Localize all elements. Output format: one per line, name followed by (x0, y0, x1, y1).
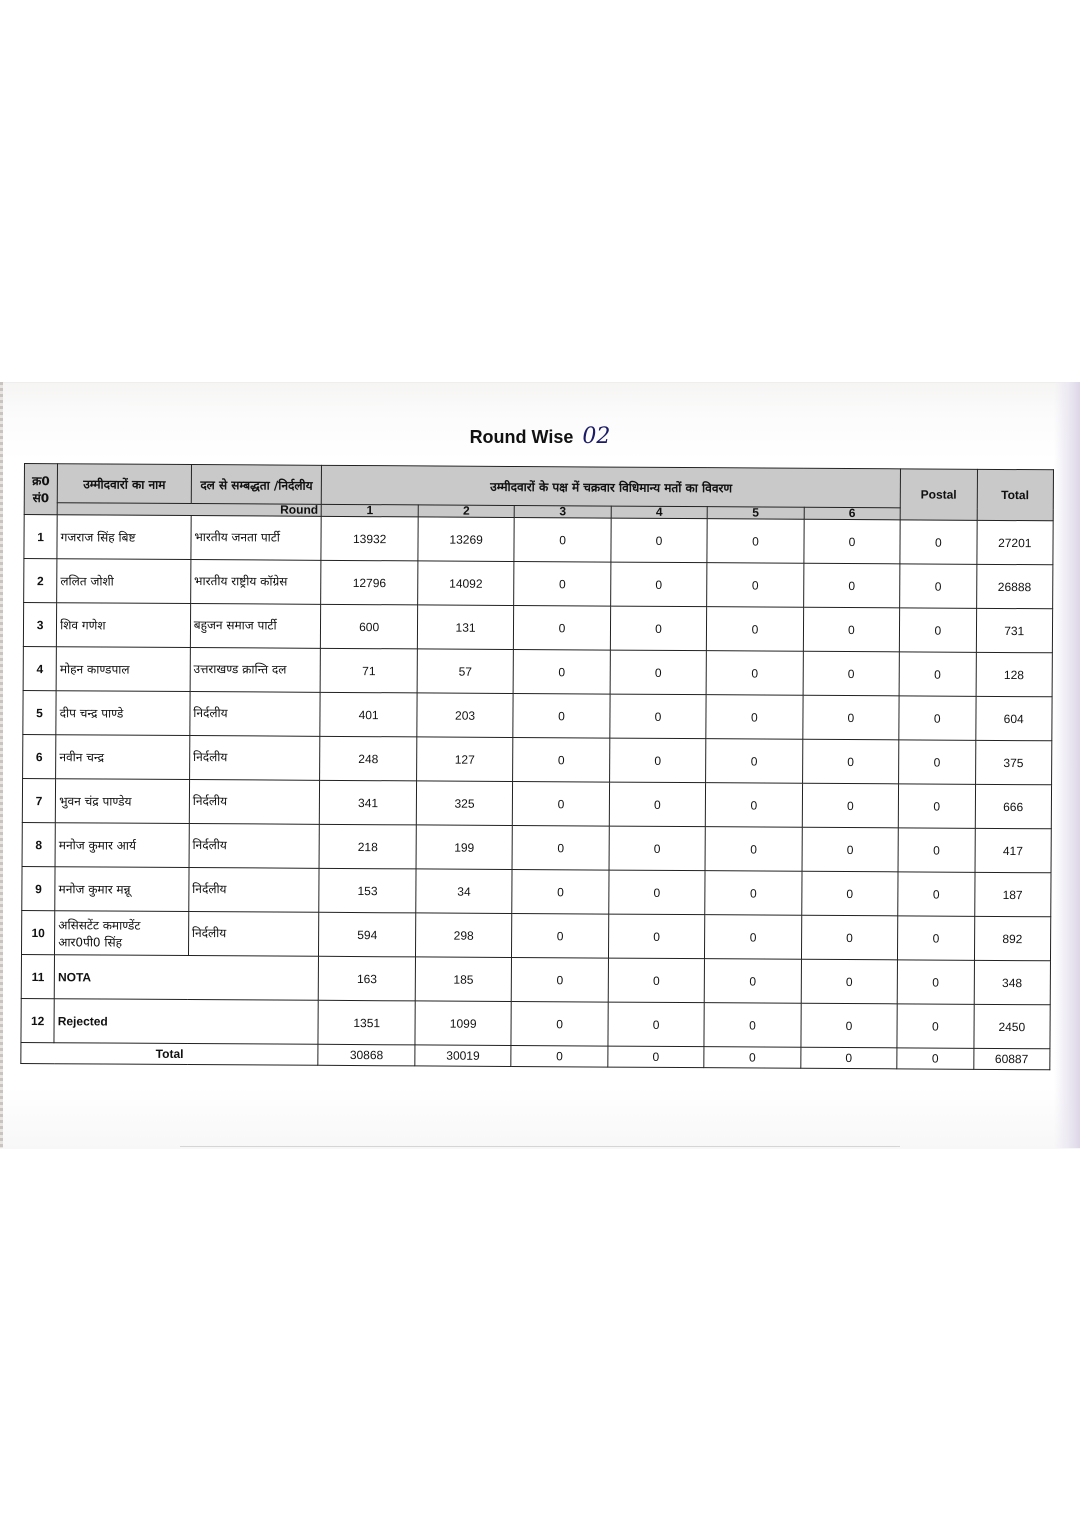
round-4-votes: 0 (609, 870, 706, 915)
special-row-label: Rejected (54, 999, 319, 1045)
round-4-votes: 0 (610, 606, 707, 651)
table-row (22, 778, 1051, 828)
round-3-votes: 0 (513, 649, 610, 694)
table-row (22, 822, 1051, 872)
round-5-total: 0 (704, 1047, 801, 1069)
round-5-votes: 0 (706, 739, 803, 784)
header-postal: Postal (900, 469, 977, 520)
total-votes: 27201 (976, 520, 1053, 564)
serial-number: 2 (24, 559, 57, 603)
round-4-votes: 0 (609, 738, 706, 783)
total-votes: 2450 (973, 1004, 1050, 1048)
round-5-votes: 0 (707, 563, 804, 608)
round-2-votes: 203 (417, 693, 514, 738)
round-1-votes: 594 (319, 912, 416, 957)
round-6-total: 0 (801, 1047, 898, 1069)
round-4-votes: 0 (610, 562, 707, 607)
postal-votes: 0 (900, 564, 977, 608)
round-6-votes: 0 (801, 959, 898, 1004)
round-4-votes: 0 (608, 958, 705, 1003)
round-2-votes: 34 (416, 869, 513, 914)
round-6-votes: 0 (803, 651, 900, 696)
round-6-votes: 0 (803, 563, 900, 608)
round-3-votes: 0 (513, 781, 610, 826)
round-3-votes: 0 (514, 517, 611, 562)
candidate-name: गजराज सिंह बिष्ट (57, 515, 191, 560)
scan-edge-left (0, 382, 3, 1148)
round-2-votes: 1099 (415, 1001, 512, 1046)
candidate-name: शिव गणेश (57, 603, 191, 648)
serial-number: 3 (23, 603, 56, 647)
round-5-votes: 0 (707, 519, 804, 564)
round-6-votes: 0 (801, 1003, 898, 1048)
total-votes: 892 (974, 916, 1051, 960)
round-4-votes: 0 (609, 782, 706, 827)
party-name: निर्दलीय (188, 912, 319, 957)
title-text: Round Wise (469, 427, 574, 447)
round-4-votes: 0 (610, 694, 707, 739)
party-name: भारतीय राष्ट्रीय कॉग्रेस (190, 560, 321, 605)
serial-number: 4 (23, 646, 56, 690)
postal-votes: 0 (897, 1004, 974, 1048)
table-row (24, 515, 1053, 565)
round-6-votes: 0 (803, 695, 900, 740)
party-name: निर्दलीय (189, 780, 320, 825)
round-5-votes: 0 (706, 651, 803, 696)
total-votes: 348 (974, 960, 1051, 1004)
round-4-total: 0 (608, 1046, 705, 1068)
table-row (23, 690, 1052, 740)
round-2-votes: 127 (416, 737, 513, 782)
header-sno: क्र0 सं0 (24, 464, 57, 515)
header-round-label: Round (57, 503, 321, 517)
header-round-4: 4 (611, 506, 708, 519)
party-name: भारतीय जनता पार्टी (191, 516, 322, 561)
round-6-votes: 0 (802, 783, 899, 828)
serial-number: 1 (24, 515, 57, 559)
serial-number: 6 (23, 734, 56, 778)
candidate-name: मोहन काण्डपाल (56, 647, 190, 692)
header-round-6: 6 (804, 507, 901, 520)
header-party: दल से सम्बद्धता /निर्दलीय (191, 465, 322, 505)
party-name: निर्दलीय (189, 736, 320, 781)
round-1-votes: 600 (321, 604, 418, 649)
total-votes: 26888 (976, 564, 1053, 608)
round-6-votes: 0 (802, 827, 899, 872)
page-title (0, 424, 1080, 449)
round-6-votes: 0 (801, 915, 898, 960)
handwritten-round-number: 02 (582, 424, 611, 449)
results-table (20, 463, 1054, 1070)
round-5-votes: 0 (706, 695, 803, 740)
round-2-votes: 199 (416, 825, 513, 870)
table-row (22, 866, 1051, 916)
table-row (23, 646, 1052, 696)
round-1-votes: 218 (319, 824, 416, 869)
round-4-votes: 0 (610, 650, 707, 695)
table-row (23, 734, 1052, 784)
total-votes: 375 (975, 740, 1052, 784)
serial-number: 9 (22, 866, 55, 910)
round-2-votes: 185 (415, 957, 512, 1002)
round-4-votes: 0 (609, 826, 706, 871)
round-5-votes: 0 (705, 827, 802, 872)
round-2-votes: 325 (416, 781, 513, 826)
total-votes: 417 (975, 828, 1052, 872)
scan-bottom-edge (180, 1146, 900, 1147)
round-3-votes: 0 (512, 913, 609, 958)
round-4-votes: 0 (608, 1002, 705, 1047)
candidate-name: ललित जोशी (57, 559, 191, 604)
serial-number: 5 (23, 690, 56, 734)
header-round-3: 3 (515, 505, 612, 518)
postal-votes: 0 (900, 608, 977, 652)
candidate-name: असिसटेंट कमाण्डेंट आर0पी0 सिंह (55, 911, 189, 956)
round-3-votes: 0 (512, 869, 609, 914)
postal-votes: 0 (899, 696, 976, 740)
round-6-votes: 0 (802, 739, 899, 784)
total-votes: 731 (976, 608, 1053, 652)
header-row (24, 464, 1053, 509)
round-1-votes: 248 (320, 736, 417, 781)
round-3-votes: 0 (512, 825, 609, 870)
special-row-label: NOTA (54, 955, 319, 1001)
party-name: निर्दलीय (189, 868, 320, 913)
round-5-votes: 0 (704, 959, 801, 1004)
round-6-votes: 0 (803, 607, 900, 652)
header-rounds-group: उम्मीदवारों के पक्ष में चक्रवार विधिमान्य मतों का विवरण (322, 465, 901, 508)
round-6-votes: 0 (801, 871, 898, 916)
round-1-total: 30868 (318, 1044, 415, 1066)
round-2-votes: 57 (417, 649, 514, 694)
postal-votes: 0 (900, 520, 977, 564)
party-name: उत्तराखण्ड क्रान्ति दल (190, 648, 321, 693)
party-name: निर्दलीय (189, 824, 320, 869)
postal-votes: 0 (899, 652, 976, 696)
round-1-votes: 71 (321, 648, 418, 693)
serial-number: 11 (21, 954, 54, 998)
round-5-votes: 0 (706, 783, 803, 828)
postal-votes: 0 (898, 828, 975, 872)
round-3-votes: 0 (512, 957, 609, 1002)
table-row (21, 954, 1050, 1004)
round-1-votes: 12796 (321, 560, 418, 605)
candidate-name: मनोज कुमार मन्नू (55, 867, 189, 912)
serial-number: 10 (21, 910, 54, 954)
round-2-votes: 14092 (418, 561, 515, 606)
scan-edge-right (1054, 382, 1080, 1148)
round-5-votes: 0 (705, 871, 802, 916)
table-row (21, 998, 1050, 1048)
round-2-votes: 298 (415, 913, 512, 958)
round-3-votes: 0 (513, 693, 610, 738)
round-1-votes: 401 (320, 692, 417, 737)
postal-total: 0 (897, 1048, 973, 1069)
table-row (21, 910, 1050, 960)
round-4-votes: 0 (611, 518, 708, 563)
header-total: Total (977, 469, 1054, 520)
round-5-votes: 0 (707, 607, 804, 652)
header-round-5: 5 (707, 507, 804, 520)
round-2-total: 30019 (415, 1045, 512, 1067)
round-4-votes: 0 (608, 914, 705, 959)
header-candidate: उम्मीदवारों का नाम (57, 464, 191, 504)
serial-number: 7 (22, 778, 55, 822)
candidate-name: दीप चन्द्र पाण्डे (56, 691, 190, 736)
round-3-votes: 0 (514, 605, 611, 650)
postal-votes: 0 (897, 960, 974, 1004)
table-row (23, 603, 1052, 653)
party-name: बहुजन समाज पार्टी (190, 604, 321, 649)
round-3-total: 0 (511, 1045, 608, 1067)
round-2-votes: 13269 (418, 517, 515, 562)
candidate-name: मनोज कुमार आर्य (55, 823, 189, 868)
round-1-votes: 13932 (321, 516, 418, 561)
total-label: Total (21, 1042, 319, 1065)
round-2-votes: 131 (417, 605, 514, 650)
round-5-votes: 0 (704, 1003, 801, 1048)
total-votes: 666 (975, 784, 1052, 828)
table-row (24, 559, 1053, 609)
postal-votes: 0 (898, 916, 975, 960)
candidate-name: नवीन चन्द्र (56, 735, 190, 780)
round-1-votes: 341 (320, 780, 417, 825)
round-3-votes: 0 (513, 737, 610, 782)
round-1-votes: 1351 (318, 1000, 415, 1045)
table-body (21, 515, 1053, 1070)
serial-number: 12 (21, 998, 54, 1042)
total-votes: 604 (975, 696, 1052, 740)
round-3-votes: 0 (511, 1001, 608, 1046)
header-round-2: 2 (418, 505, 515, 518)
round-1-votes: 163 (319, 956, 416, 1001)
header-round-1: 1 (322, 504, 419, 517)
postal-votes: 0 (899, 740, 976, 784)
round-1-votes: 153 (319, 868, 416, 913)
round-6-votes: 0 (804, 519, 901, 564)
round-3-votes: 0 (514, 561, 611, 606)
total-votes: 187 (974, 872, 1051, 916)
postal-votes: 0 (898, 784, 975, 828)
party-name: निर्दलीय (190, 692, 321, 737)
candidate-name: भुवन चंद्र पाण्डेय (55, 779, 189, 824)
postal-votes: 0 (898, 872, 975, 916)
serial-number: 8 (22, 822, 55, 866)
round-5-votes: 0 (705, 915, 802, 960)
total-votes: 128 (976, 652, 1053, 696)
grand-total: 60887 (973, 1048, 1050, 1069)
